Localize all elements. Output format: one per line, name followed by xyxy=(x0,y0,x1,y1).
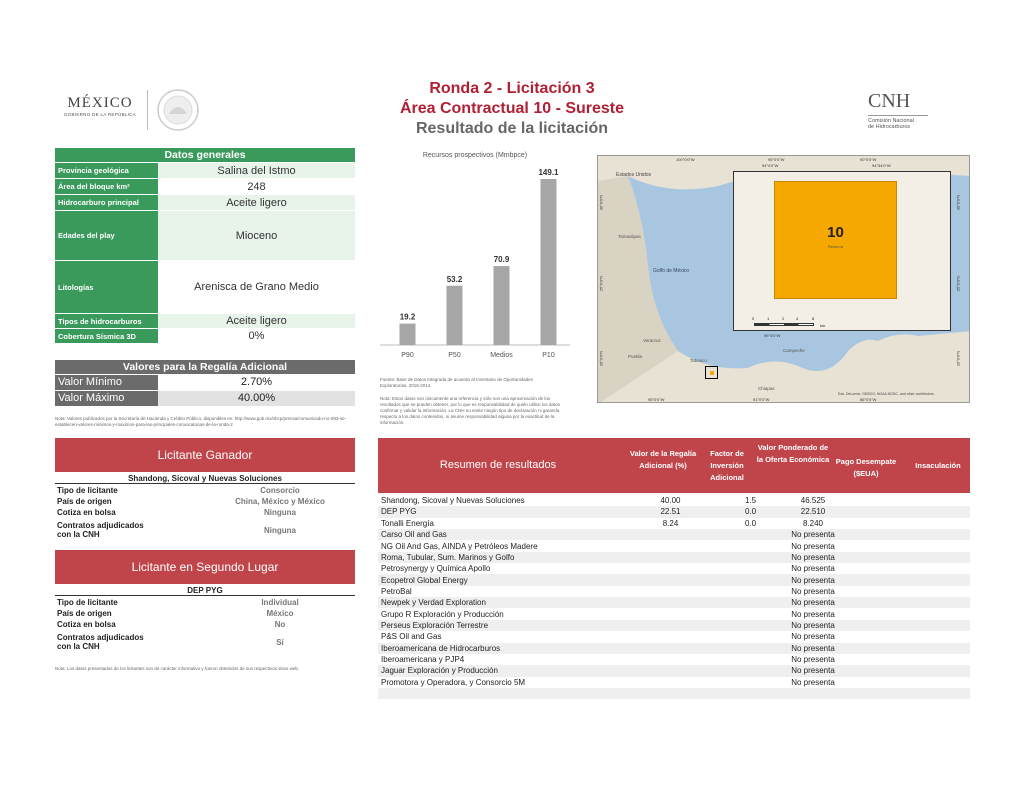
result-ponderado: No presenta xyxy=(791,666,835,676)
dg-value: Salina del Istmo xyxy=(158,163,355,178)
map-label-puebla: Puebla xyxy=(628,354,643,359)
ganador-row-bolsa xyxy=(55,508,355,517)
result-bidder: Jaguar Exploración y Producción xyxy=(381,666,498,676)
dg-label: Tipos de hidrocarburos xyxy=(55,314,158,328)
mexico-wordmark: MÉXICO xyxy=(67,95,133,111)
regalia-header: Valores para la Regalía Adicional xyxy=(55,360,355,374)
mexico-logo xyxy=(60,95,140,125)
result-bidder: Roma, Tubular, Sum. Marinos y Golfo xyxy=(381,552,515,562)
chart-category-label: Medios xyxy=(490,352,513,359)
scale-label-8: 8 xyxy=(812,316,815,321)
chart-category-label: P10 xyxy=(542,352,555,359)
result-bidder: Promotora y Operadora, y Consorcio 5M xyxy=(381,677,526,687)
segundo-key: Tipo de licitante xyxy=(57,598,118,607)
map-coord-bottom1: 95°0'0"W xyxy=(648,397,665,402)
map-locator-dot xyxy=(710,371,714,375)
result-row xyxy=(378,677,970,688)
dg-label: Provincia geológica xyxy=(55,163,158,178)
result-bidder: Shandong, Sicoval y Nuevas Soluciones xyxy=(381,496,525,506)
segundo-row-pais xyxy=(55,609,355,618)
chart-data-label: 19.2 xyxy=(399,312,416,322)
segundo-key: País de origen xyxy=(57,609,112,618)
regalia-min-row xyxy=(55,375,355,390)
segundo-row-tipo xyxy=(55,598,355,607)
result-row xyxy=(378,529,970,540)
result-bidder: Carso Oil and Gas xyxy=(381,530,447,540)
result-bidder: Tonalli Energía xyxy=(381,518,434,528)
result-row xyxy=(378,597,970,608)
result-ponderado: No presenta xyxy=(791,643,835,653)
result-ponderado: No presenta xyxy=(791,620,835,630)
result-row xyxy=(378,665,970,676)
result-row-empty xyxy=(378,688,970,699)
result-bidder: PetroBal xyxy=(381,586,412,596)
dg-row-provincia xyxy=(55,163,355,178)
cnh-logo xyxy=(868,90,928,130)
bar-chart xyxy=(380,160,570,365)
result-regalia: 40.00 xyxy=(660,496,681,506)
resumen-title: Resumen de resultados xyxy=(439,459,557,471)
gobierno-label: GOBIERNO DE LA REPÚBLICA xyxy=(63,112,137,117)
result-row xyxy=(378,540,970,551)
result-row xyxy=(378,495,970,506)
map-coord-right3: 20°0'0"N xyxy=(955,350,961,367)
scale-label-4: 4 xyxy=(796,316,799,321)
title-ronda: Ronda 2 - Licitación 3 xyxy=(429,80,595,97)
ganador-value: Ninguna xyxy=(264,525,296,535)
regalia-max-row xyxy=(55,391,355,406)
resumen-col-insaculacion: Insaculación xyxy=(915,461,961,470)
result-factor: 1.5 xyxy=(744,496,757,506)
dg-row-cobertura xyxy=(55,329,355,343)
ganador-row-pais xyxy=(55,497,355,506)
ganador-value: Consorcio xyxy=(260,486,300,495)
map-inset-coord-top1: 94°4'0"W xyxy=(762,163,779,168)
result-row xyxy=(378,563,970,574)
dg-value: Mioceno xyxy=(158,211,355,260)
result-row xyxy=(378,506,970,517)
dg-row-litologias xyxy=(55,261,355,313)
dg-value: Aceite ligero xyxy=(158,314,355,328)
map-label-chiapas: Chiapas xyxy=(758,386,775,391)
result-ponderado: No presenta xyxy=(791,677,835,687)
map-label-usa: Estados Unidos xyxy=(616,172,652,178)
dg-row-hidrocarburo xyxy=(55,195,355,210)
result-row xyxy=(378,574,970,585)
segundo-key: Cotiza en bolsa xyxy=(57,620,116,629)
result-ponderado: No presenta xyxy=(791,552,835,562)
dg-row-tipos xyxy=(55,314,355,328)
ganador-row-tipo xyxy=(55,486,355,495)
result-bidder: Perseus Exploración Terrestre xyxy=(381,620,489,630)
result-ponderado: No presenta xyxy=(791,598,835,608)
chart-title: Recursos prospectivos (Mmbpce) xyxy=(422,152,528,159)
contract-area-sub: Reserva xyxy=(828,244,843,249)
logo-divider xyxy=(147,90,148,130)
ganador-name: Shandong, Sicoval y Nuevas Soluciones xyxy=(55,474,355,484)
dg-value: Arenisca de Grano Medio xyxy=(194,281,319,293)
chart-bar xyxy=(400,324,416,345)
chart-note-disclaimer: Nota: Estos datos son únicamente una referencia y sólo son una aproximación de los resultados que se pueden obtener, por lo que es responsabilidad de quién utilice los datos confirmar y validar la información. La CNH no emite ningún tipo de declaración ni garantía respecto a los datos contenidos, ni asume responsabilidad alguna por la exactitud de la información. xyxy=(380,396,560,425)
regalia-min-value: 2.70% xyxy=(240,376,273,388)
map-label-tabasco: Tabasco xyxy=(690,358,707,363)
map-inset-coord-bottom: 95°4'0"W xyxy=(764,333,781,338)
segundo-name: DEP PYG xyxy=(55,586,355,596)
ganador-key: Cotiza en bolsa xyxy=(57,508,116,517)
regalia-max-label: Valor Máximo xyxy=(55,391,158,406)
result-bidder: Ecopetrol Global Energy xyxy=(381,575,468,585)
resumen-col-factor: Factor de Inversión Adicional xyxy=(710,449,744,482)
map-locator-box xyxy=(705,366,718,379)
result-row xyxy=(378,552,970,563)
result-row xyxy=(378,609,970,620)
contract-area-10 xyxy=(774,181,897,299)
ganador-key: Contratos adjudicados con la CNH xyxy=(57,521,144,539)
map-credits: Esri, DeLorme, GEBCO, NOAA NGDC, and other contributors xyxy=(838,392,934,396)
segundo-row-bolsa xyxy=(55,620,355,629)
licitantes-note: Nota: Los datos presentados de los licitantes son de carácter informativo y fueron obtenidos de sus respectivos sitios web. xyxy=(55,666,300,671)
result-ponderado: No presenta xyxy=(791,609,835,619)
result-ponderado: No presenta xyxy=(791,564,835,574)
contract-area-label: 10 xyxy=(827,224,844,241)
chart-category-label: P50 xyxy=(448,352,461,359)
chart-data-label: 70.9 xyxy=(493,255,510,265)
dg-label: Área del bloque km² xyxy=(55,179,158,194)
segundo-value: Sí xyxy=(276,637,284,647)
chart-bar xyxy=(541,179,557,345)
dg-row-area xyxy=(55,179,355,194)
dg-label: Litologías xyxy=(55,261,158,313)
map-inset-coord-top2: 94°54'0"W xyxy=(872,163,891,168)
result-factor: 0.0 xyxy=(744,507,757,517)
chart-bar xyxy=(494,266,510,345)
dg-row-edades xyxy=(55,211,355,260)
result-row xyxy=(378,654,970,665)
title-area: Área Contractual 10 - Sureste xyxy=(399,100,625,117)
segundo-value: No xyxy=(274,620,286,629)
result-bidder: P&S Oil and Gas xyxy=(381,632,442,642)
result-bidder: NG Oil And Gas, AINDA y Petróleos Madere xyxy=(381,541,538,551)
scale-label-0: 0 xyxy=(752,316,755,321)
cnh-sub1: Comisión Nacional xyxy=(868,118,914,124)
result-row xyxy=(378,586,970,597)
result-bidder: Iberoamericana de Hidrocarburos xyxy=(381,643,501,653)
resumen-col-ponderado: Valor Ponderado de la Oferta Económica xyxy=(756,443,830,464)
scale-label-1: 1 xyxy=(767,316,770,321)
regalia-note: Nota: Valores publicados por la Secretaría de Hacienda y Crédito Público, disponibles en: http://www.gob.mx/shcp/prensa/comunicado-no-093-se-establecen-valores-minimos-y-maximos-para-las-principales-convocatorias-de-la-ronda-2 xyxy=(55,416,347,427)
map-inset xyxy=(733,163,951,338)
regalia-min-label: Valor Mínimo xyxy=(55,375,158,390)
result-ponderado: 22.510 xyxy=(800,507,826,517)
scale-label-2: 2 xyxy=(782,316,785,321)
segundo-value: Individual xyxy=(261,598,299,607)
regalia-max-value: 40.00% xyxy=(158,391,355,406)
dg-value: 248 xyxy=(247,180,266,193)
ganador-row-contratos xyxy=(55,519,355,541)
map-coord-left2: 25°0'0"N xyxy=(598,275,604,292)
result-bidder: Petrosynergy y Química Apollo xyxy=(381,564,491,574)
result-factor: 0.0 xyxy=(744,518,757,528)
location-map xyxy=(597,155,970,403)
segundo-value: México xyxy=(266,609,294,618)
datos-generales-header: Datos generales xyxy=(55,148,355,162)
dg-value: Aceite ligero xyxy=(158,195,355,210)
result-ponderado: No presenta xyxy=(791,575,835,585)
result-row xyxy=(378,518,970,529)
result-ponderado: No presenta xyxy=(791,586,835,596)
map-coord-right2: 25°0'0"N xyxy=(955,275,961,292)
dg-label: Hidrocarburo principal xyxy=(55,195,158,210)
result-ponderado: 8.240 xyxy=(802,518,824,528)
segundo-header: Licitante en Segundo Lugar xyxy=(55,550,355,584)
result-ponderado: No presenta xyxy=(791,541,835,551)
ganador-key: Tipo de licitante xyxy=(57,486,118,495)
segundo-key: Contratos adjudicados con la CNH xyxy=(57,633,144,651)
map-label-veracruz: Veracruz xyxy=(643,338,661,343)
map-coord-top2: 95°0'0"W xyxy=(768,157,785,162)
ganador-value: China, México y México xyxy=(235,497,325,506)
dg-value: 0% xyxy=(248,330,265,342)
ganador-header: Licitante Ganador xyxy=(55,438,355,472)
result-row xyxy=(378,643,970,654)
chart-data-label: 53.2 xyxy=(446,274,463,284)
resumen-col-pago: Pago Desempate ($EUA) xyxy=(835,457,897,478)
map-coord-left3: 20°0'0"N xyxy=(598,350,604,367)
map-label-campeche: Campeche xyxy=(783,348,805,353)
scale-unit: km xyxy=(820,323,826,328)
result-regalia: 22.51 xyxy=(660,507,681,517)
result-bidder: Grupo R Exploración y Producción xyxy=(381,609,504,619)
title-resultado: Resultado de la licitación xyxy=(415,120,609,137)
result-bidder: Newpek y Verdad Exploration xyxy=(381,598,486,608)
map-coord-bottom3: 86°0'0"W xyxy=(860,397,877,402)
map-coord-right1: 30°0'0"N xyxy=(955,194,961,211)
result-row xyxy=(378,620,970,631)
resumen-col-regalia: Valor de la Regalía Adicional (%) xyxy=(629,449,697,470)
result-ponderado: 46.525 xyxy=(800,496,826,506)
chart-category-label: P90 xyxy=(401,352,414,359)
segundo-row-contratos xyxy=(55,631,355,653)
result-ponderado: No presenta xyxy=(791,530,835,540)
result-ponderado: No presenta xyxy=(791,655,835,665)
ganador-key: País de origen xyxy=(57,497,112,506)
chart-note-source: Fuente: Base de Datos Integrada de acuerdo al Inventario de Oportunidades Exploratorias, 2016-2014. xyxy=(380,377,533,388)
result-regalia: 8.24 xyxy=(662,518,679,528)
map-coord-top3: 90°0'0"W xyxy=(860,157,877,162)
map-scale-bar xyxy=(754,323,814,326)
cnh-wordmark: CNH xyxy=(868,90,928,116)
chart-bar xyxy=(447,286,463,345)
result-bidder: Iberoamericana y PJP4 xyxy=(381,655,465,665)
result-ponderado: No presenta xyxy=(791,632,835,642)
result-row xyxy=(378,631,970,642)
map-label-tamaulipas: Tamaulipas xyxy=(618,234,641,239)
eagle-seal-icon xyxy=(155,88,201,132)
cnh-sub2: de Hidrocarburos xyxy=(868,124,911,130)
result-bidder: DEP PYG xyxy=(381,507,417,517)
map-label-gulf: Golfo de México xyxy=(653,268,690,274)
map-coord-top1: 100°0'0"W xyxy=(676,157,695,162)
dg-label: Edades del play xyxy=(55,211,158,260)
ganador-value: Ninguna xyxy=(264,508,296,517)
dg-label: Cobertura Sísmica 3D xyxy=(55,329,158,343)
resumen-header xyxy=(378,438,970,493)
chart-data-label: 149.1 xyxy=(538,168,559,178)
map-coord-left1: 30°0'0"N xyxy=(598,194,604,211)
map-coord-bottom2: 91°0'0"W xyxy=(753,397,770,402)
